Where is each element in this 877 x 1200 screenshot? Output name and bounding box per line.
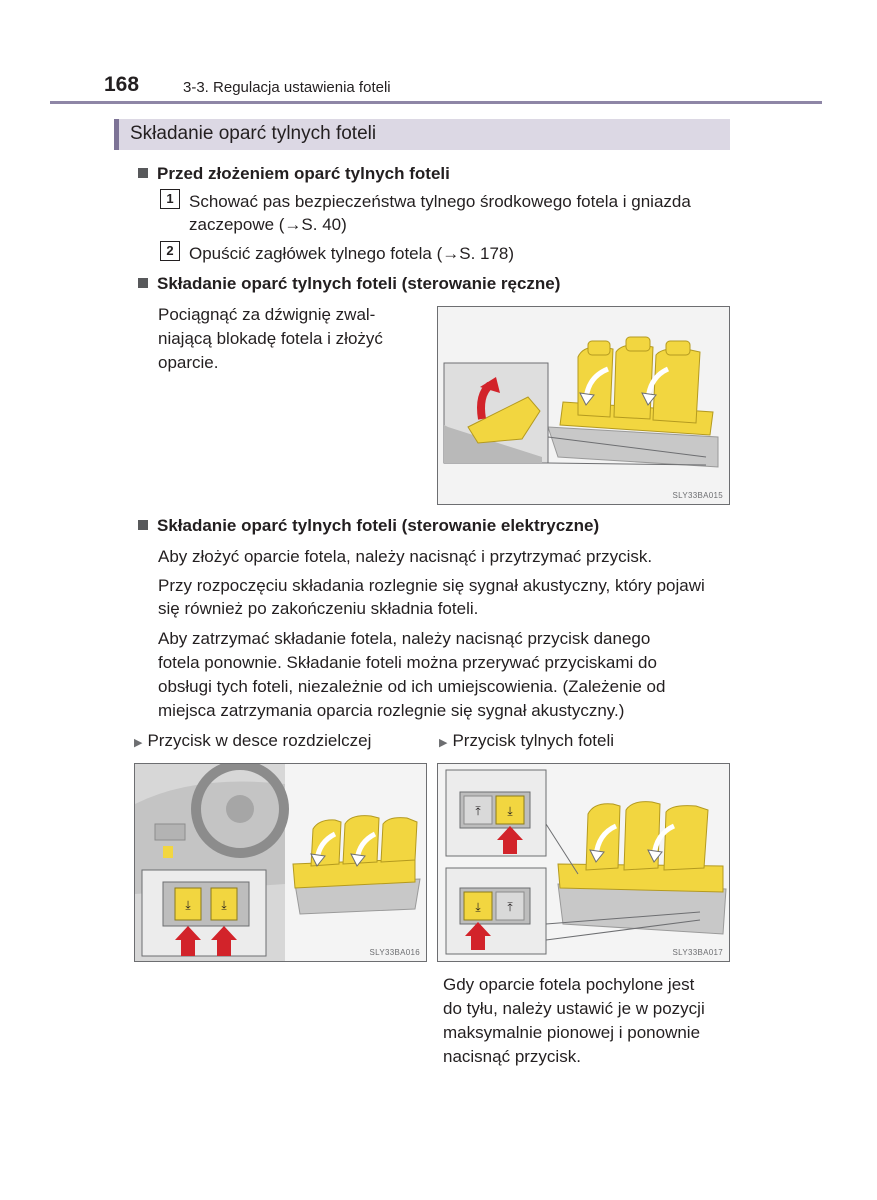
electric-paragraph-2-line-2: się również po zakończeniu składnia foteli. [158,599,479,618]
subheading-manual-folding: Składanie oparć tylnych foteli (sterowanie ręczne) [138,274,560,294]
manual-text-line-2: niającą blokadę fotela i złożyć [158,329,383,348]
caption-rear-seat-button: ▶ Przycisk tylnych foteli [439,731,615,750]
square-bullet-icon [138,278,148,288]
square-bullet-icon [138,168,148,178]
square-bullet-icon [138,520,148,530]
svg-text:⤓: ⤓ [475,900,481,914]
note-line-3: maksymalnie pionowej i ponownie [443,1023,701,1042]
figure-dashboard-button [134,763,427,962]
electric-paragraph-3-line-4: miejsca zatrzymania oparcia rozlegnie się sygnał akustyczny.) [158,701,625,720]
triangle-bullet-icon: ▶ [134,737,143,749]
svg-text:⤒: ⤒ [507,900,513,914]
electric-paragraph-1: Aby złożyć oparcie fotela, należy nacisnąć i przytrzymać przycisk. [158,547,653,566]
manual-text-line-3: oparcie. [158,353,219,372]
figure-code: SLY33BA015 [672,491,723,500]
page-number: 168 [104,73,140,96]
note-line-2: do tyłu, należy ustawić je w pozycji [443,999,705,1018]
subheading-before-folding: Przed złożeniem oparć tylnych foteli [138,164,450,184]
chapter-header: 3-3. Regulacja ustawienia foteli [183,79,391,96]
section-title-accent [114,119,119,150]
caption-dashboard-button: ▶ Przycisk w desce rozdzielczej [134,731,372,750]
electric-paragraph-2-line-1: Przy rozpoczęciu składania rozlegnie się sygnał akustyczny, który pojawi [158,576,705,595]
note-line-4: nacisnąć przycisk. [443,1047,581,1066]
section-title: Składanie oparć tylnych foteli [130,123,377,144]
figure-code: SLY33BA016 [369,948,420,957]
svg-text:⤓: ⤓ [221,898,227,912]
step-1-line-2: zaczepowe (→S. 40) [189,215,347,234]
step-number-1: 1 [160,189,180,209]
electric-paragraph-3-line-2: fotela ponownie. Składanie foteli można przerywać przyciskami do [158,653,657,672]
svg-text:⤓: ⤓ [507,804,513,818]
note-line-1: Gdy oparcie fotela pochylone jest [443,975,695,994]
electric-paragraph-3-line-3: obsługi tych foteli, niezależnie od ich umiejscowienia. (Zależenie od [158,677,666,696]
figure-rear-seat-button [437,763,730,962]
rear-seat-button-illustration [438,764,730,962]
subheading-electric-folding: Składanie oparć tylnych foteli (sterowanie elektryczne) [138,516,599,536]
figure-manual-lever [437,306,730,505]
seat-lever-illustration [438,307,730,505]
step-number-2: 2 [160,241,180,261]
electric-paragraph-3-line-1: Aby zatrzymać składanie fotela, należy nacisnąć przycisk danego [158,629,651,648]
triangle-bullet-icon: ▶ [439,737,448,749]
manual-text-line-1: Pociągnąć za dźwignię zwal- [158,305,376,324]
figure-code: SLY33BA017 [672,948,723,957]
header-rule [50,101,822,104]
dashboard-button-illustration [135,764,427,962]
svg-text:⤒: ⤒ [475,804,481,818]
svg-text:⤓: ⤓ [185,898,191,912]
step-2-line-1: Opuścić zagłówek tylnego fotela (→S. 178) [189,244,515,263]
step-1-line-1: Schować pas bezpieczeństwa tylnego środkowego fotela i gniazda [189,192,691,211]
